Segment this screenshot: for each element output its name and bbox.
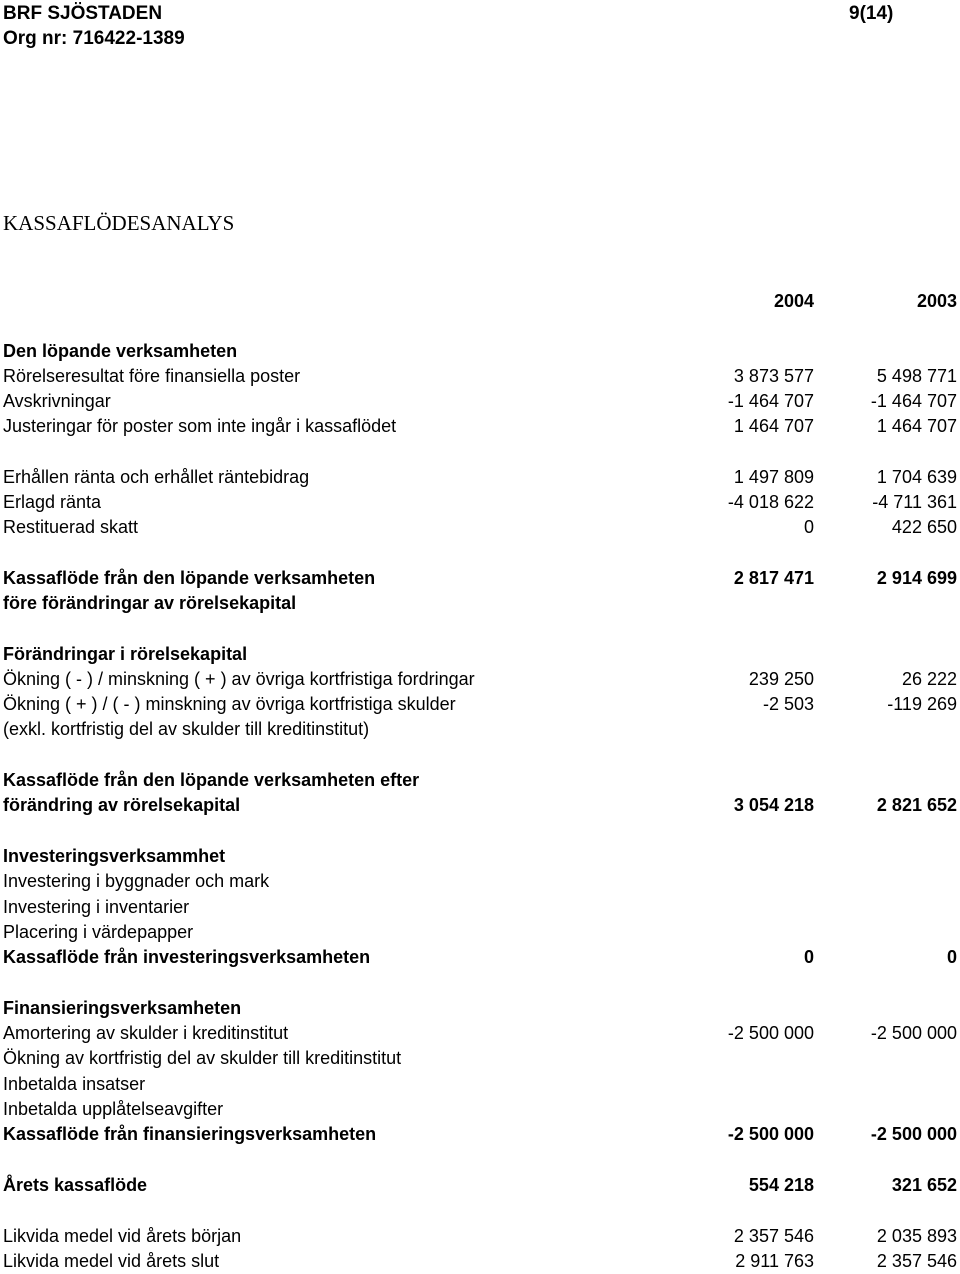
column-header-2003: 2003 [916, 291, 957, 311]
value-2004: -1 464 707 [727, 391, 814, 411]
value-2003: 2 357 546 [876, 1251, 957, 1271]
value-2004: 1 497 809 [733, 467, 814, 487]
row-label: Kassaflöde från finansieringsverksamheten [3, 1124, 377, 1144]
value-2004: 239 250 [748, 669, 814, 689]
table-row [3, 1097, 957, 1122]
value-2004: 3 873 577 [733, 366, 814, 386]
table-row [3, 339, 957, 364]
value-2003: -1 464 707 [870, 391, 957, 411]
row-label: Förändringar i rörelsekapital [3, 644, 248, 664]
row-label: Avskrivningar [3, 391, 111, 411]
row-label: Placering i värdepapper [3, 922, 194, 942]
value-2003: 2 821 652 [876, 795, 957, 815]
table-row [3, 869, 957, 894]
value-2004: -2 503 [762, 694, 814, 714]
table-row [3, 1021, 957, 1046]
value-2004: -2 500 000 [727, 1023, 814, 1043]
table-row [3, 566, 957, 591]
table-row [3, 667, 957, 692]
table-row [3, 717, 957, 742]
page-title: KASSAFLÖDESANALYS [3, 211, 235, 235]
row-label: Inbetalda insatser [3, 1074, 146, 1094]
row-label: (exkl. kortfristig del av skulder till kreditinstitut) [3, 719, 370, 739]
table-row [3, 1173, 957, 1198]
row-label: Likvida medel vid årets början [3, 1226, 242, 1246]
value-2004: -2 500 000 [727, 1124, 814, 1144]
table-row [3, 1046, 957, 1071]
value-2004: 2 911 763 [735, 1251, 814, 1271]
value-2004: 1 464 707 [733, 416, 814, 436]
table-row [3, 389, 957, 414]
value-2004: 2 357 546 [733, 1226, 814, 1246]
row-label: Kassaflöde från den löpande verksamheten efter [3, 770, 420, 790]
org-number: Org nr: 716422-1389 [3, 28, 185, 49]
row-label: Investering i inventarier [3, 897, 190, 917]
table-row [3, 364, 957, 389]
row-label: Ökning ( - ) / minskning ( + ) av övriga kortfristiga fordringar [3, 669, 475, 689]
value-2003: -2 500 000 [870, 1124, 957, 1144]
table-row [3, 1072, 957, 1097]
table-row [3, 844, 957, 869]
company-name: BRF SJÖSTADEN [3, 3, 163, 24]
table-row [3, 490, 957, 515]
value-2003: 0 [946, 947, 957, 967]
row-label: Inbetalda upplåtelseavgifter [3, 1099, 224, 1119]
row-label: före förändringar av rörelsekapital [3, 593, 297, 613]
table-row [3, 945, 957, 970]
value-2003: 2 035 893 [876, 1226, 957, 1246]
page-number: 9(14) [849, 3, 894, 24]
value-2004: 3 054 218 [733, 795, 814, 815]
table-row [3, 895, 957, 920]
row-label: Kassaflöde från den löpande verksamheten [3, 568, 376, 588]
table-row [3, 793, 957, 818]
row-label: Erlagd ränta [3, 492, 102, 512]
table-row [3, 692, 957, 717]
table-row [3, 515, 957, 540]
value-2003: -119 269 [887, 694, 957, 714]
table-row [3, 768, 957, 793]
value-2003: 26 222 [901, 669, 957, 689]
row-label: Årets kassaflöde [3, 1175, 148, 1195]
table-row [3, 1224, 957, 1249]
row-label: Finansieringsverksamheten [3, 998, 242, 1018]
table-row [3, 920, 957, 945]
table-row [3, 414, 957, 439]
value-2003: 321 652 [891, 1175, 957, 1195]
table-row [3, 465, 957, 490]
row-label: Restituerad skatt [3, 517, 139, 537]
value-2003: 5 498 771 [876, 366, 957, 386]
column-header-row [3, 289, 957, 314]
value-2004: 554 218 [748, 1175, 814, 1195]
value-2003: 2 914 699 [876, 568, 957, 588]
row-label: Investeringsverksammhet [3, 846, 226, 866]
value-2004: 0 [803, 947, 814, 967]
value-2003: -2 500 000 [870, 1023, 957, 1043]
row-label: Ökning av kortfristig del av skulder till kreditinstitut [3, 1048, 402, 1068]
row-label: Den löpande verksamheten [3, 341, 238, 361]
table-row [3, 1249, 957, 1274]
column-header-2004: 2004 [773, 291, 814, 311]
value-2003: 1 704 639 [876, 467, 957, 487]
row-label: Erhållen ränta och erhållet räntebidrag [3, 467, 310, 487]
value-2004: -4 018 622 [727, 492, 814, 512]
row-label: Ökning ( + ) / ( - ) minskning av övriga kortfristiga skulder [3, 694, 456, 714]
value-2003: -4 711 361 [872, 492, 957, 512]
value-2004: 0 [803, 517, 814, 537]
value-2004: 2 817 471 [733, 568, 814, 588]
value-2003: 422 650 [891, 517, 957, 537]
table-row [3, 642, 957, 667]
row-label: Amortering av skulder i kreditinstitut [3, 1023, 289, 1043]
row-label: Rörelseresultat före finansiella poster [3, 366, 301, 386]
row-label: Justeringar för poster som inte ingår i kassaflödet [3, 416, 397, 436]
table-row [3, 996, 957, 1021]
row-label: Kassaflöde från investeringsverksamheten [3, 947, 371, 967]
value-2003: 1 464 707 [876, 416, 957, 436]
table-row [3, 591, 957, 616]
row-label: Likvida medel vid årets slut [3, 1251, 220, 1271]
row-label: förändring av rörelsekapital [3, 795, 241, 815]
table-row [3, 1122, 957, 1147]
row-label: Investering i byggnader och mark [3, 871, 270, 891]
